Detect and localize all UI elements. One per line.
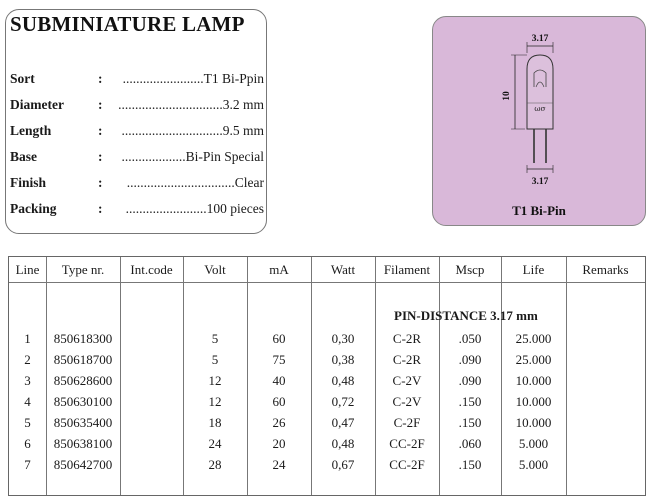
spec-row-diameter — [10, 97, 264, 115]
cell-line: 2 — [24, 352, 31, 367]
spec-value: ...............................3.2 mm — [118, 97, 264, 112]
spec-value: ...................Bi-Pin Special — [121, 149, 264, 164]
cell-line: 6 — [24, 436, 31, 451]
cell-watt: 0,48 — [331, 373, 355, 388]
spec-label: Length — [10, 123, 52, 138]
spec-row-length — [10, 123, 264, 141]
cell-watt: 0,38 — [331, 352, 355, 367]
spec-card — [5, 9, 267, 234]
spec-colon: : — [98, 123, 103, 138]
cell-volt: 12 — [208, 394, 222, 409]
bottom-dimension-label: 3.17 — [531, 177, 549, 187]
drawing-card — [432, 16, 646, 226]
spec-row-packing — [10, 201, 264, 219]
spec-label: Sort — [10, 71, 35, 86]
header-type-nr: Type nr. — [61, 262, 105, 277]
spec-row-finish — [10, 175, 264, 193]
cell-volt: 24 — [208, 436, 222, 451]
cell-ma: 20 — [272, 436, 286, 451]
cell-filament: C-2V — [392, 373, 422, 388]
bulb-mark: ωσ — [534, 104, 546, 113]
cell-mscp: .150 — [458, 415, 482, 430]
column-divider — [120, 257, 121, 495]
lamp-data-table — [8, 256, 646, 496]
cell-mscp: .050 — [458, 331, 482, 346]
header-divider — [9, 282, 645, 283]
cell-ma: 60 — [272, 394, 286, 409]
cell-type: 850618300 — [53, 331, 113, 346]
header-volt: Volt — [204, 262, 226, 277]
cell-type: 850635400 — [53, 415, 113, 430]
header-remarks: Remarks — [582, 262, 629, 277]
cell-volt: 28 — [208, 457, 222, 472]
cell-type: 850618700 — [53, 352, 113, 367]
spec-colon: : — [98, 201, 103, 216]
height-dimension-label: 10 — [502, 91, 512, 101]
header-mscp: Mscp — [455, 262, 485, 277]
spec-value: ........................100 pieces — [125, 201, 264, 216]
spec-colon: : — [98, 175, 103, 190]
spec-label: Finish — [10, 175, 47, 190]
cell-line: 1 — [24, 331, 31, 346]
header-line: Line — [15, 262, 40, 277]
cell-ma: 24 — [272, 457, 286, 472]
spec-title: SUBMINIATURE LAMP — [10, 12, 245, 36]
cell-life: 10.000 — [515, 394, 552, 409]
cell-filament: C-2F — [393, 415, 421, 430]
cell-watt: 0,72 — [331, 394, 355, 409]
header-int-code: Int.code — [130, 262, 173, 277]
spec-label: Diameter — [10, 97, 64, 112]
spec-value: ..............................9.5 mm — [121, 123, 264, 138]
header-ma: mA — [269, 262, 289, 277]
drawing-caption: T1 Bi-Pin — [512, 203, 566, 218]
header-life: Life — [522, 262, 545, 277]
cell-mscp: .090 — [458, 373, 482, 388]
cell-life: 10.000 — [515, 415, 552, 430]
cell-life: 25.000 — [515, 331, 552, 346]
cell-filament: CC-2F — [389, 457, 425, 472]
cell-filament: C-2R — [392, 331, 422, 346]
cell-line: 7 — [24, 457, 31, 472]
cell-type: 850630100 — [53, 394, 113, 409]
cell-line: 3 — [24, 373, 31, 388]
spec-value: ........................T1 Bi-Ppin — [122, 71, 264, 86]
spec-colon: : — [98, 149, 103, 164]
cell-line: 4 — [24, 394, 31, 409]
cell-filament: CC-2F — [389, 436, 425, 451]
cell-line: 5 — [24, 415, 31, 430]
cell-ma: 26 — [272, 415, 286, 430]
cell-volt: 18 — [208, 415, 222, 430]
cell-ma: 75 — [272, 352, 286, 367]
header-watt: Watt — [330, 262, 356, 277]
column-divider — [566, 257, 567, 495]
spec-colon: : — [98, 71, 103, 86]
cell-type: 850638100 — [53, 436, 113, 451]
cell-watt: 0,67 — [331, 457, 355, 472]
cell-filament: C-2V — [392, 394, 422, 409]
cell-type: 850628600 — [53, 373, 113, 388]
bulb-outline — [527, 55, 553, 129]
cell-life: 5.000 — [518, 457, 549, 472]
cell-life: 10.000 — [515, 373, 552, 388]
cell-type: 850642700 — [53, 457, 113, 472]
spec-label: Base — [10, 149, 37, 164]
cell-mscp: .090 — [458, 352, 482, 367]
header-filament: Filament — [383, 262, 431, 277]
spec-row-sort — [10, 71, 264, 89]
spec-colon: : — [98, 97, 103, 112]
spec-value: ................................Clear — [126, 175, 264, 190]
cell-volt: 12 — [208, 373, 222, 388]
cell-life: 5.000 — [518, 436, 549, 451]
cell-filament: C-2R — [392, 352, 422, 367]
cell-ma: 40 — [272, 373, 286, 388]
cell-life: 25.000 — [515, 352, 552, 367]
cell-watt: 0,48 — [331, 436, 355, 451]
cell-watt: 0,30 — [331, 331, 355, 346]
cell-watt: 0,47 — [331, 415, 355, 430]
top-dimension-label: 3.17 — [531, 34, 549, 44]
lamp-drawing — [433, 17, 647, 202]
cell-mscp: .060 — [458, 436, 482, 451]
cell-mscp: .150 — [458, 394, 482, 409]
spec-row-base — [10, 149, 264, 167]
cell-volt: 5 — [211, 331, 219, 346]
group-label: PIN-DISTANCE 3.17 mm — [394, 308, 538, 323]
cell-ma: 60 — [272, 331, 286, 346]
cell-volt: 5 — [211, 352, 219, 367]
spec-label: Packing — [10, 201, 57, 216]
cell-mscp: .150 — [458, 457, 482, 472]
